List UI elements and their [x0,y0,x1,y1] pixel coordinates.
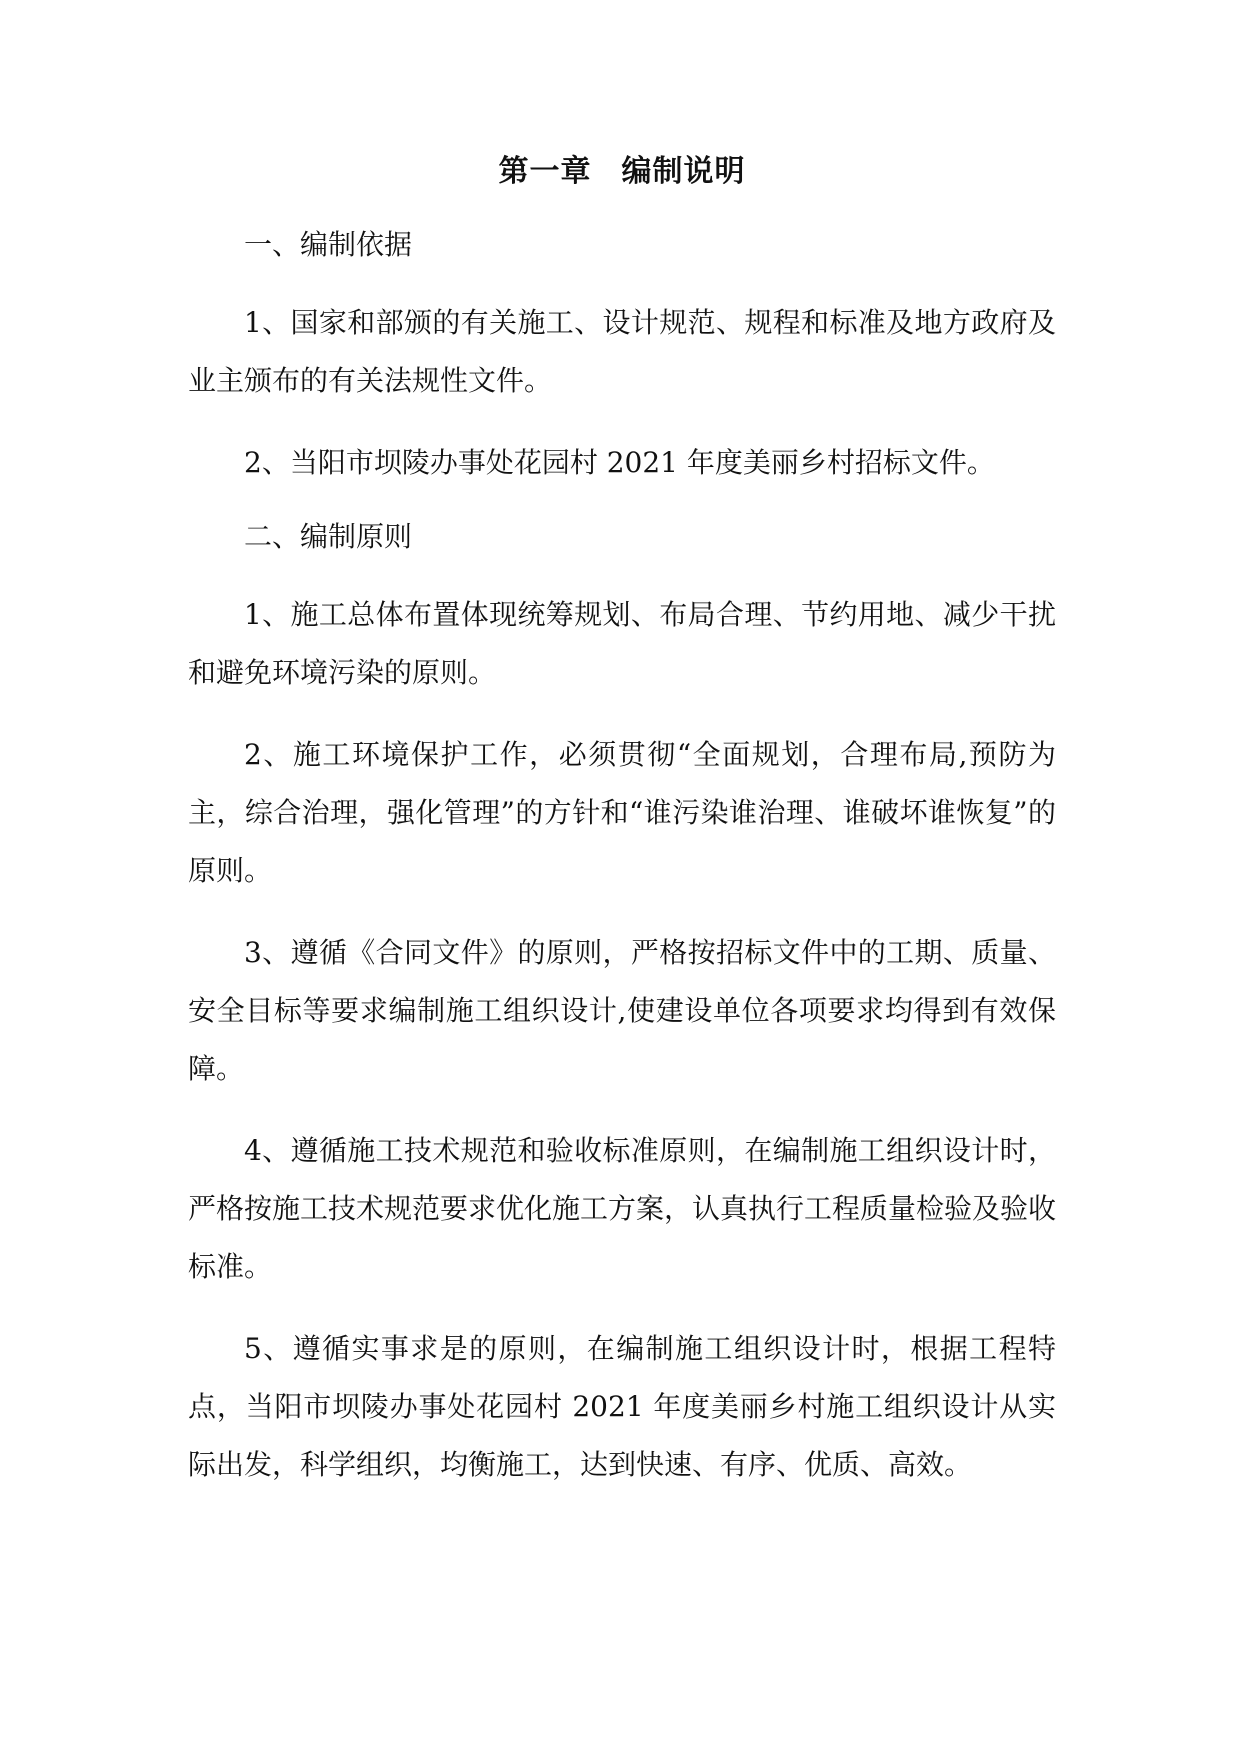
section-heading: 一、编制依据 [244,228,413,261]
paragraph: 3、遵循《合同文件》的原则，严格按招标文件中的工期、质量、安全目标等要求编制施工组织设计,使建设单位各项要求均得到有效保障。 [188,936,1056,1085]
paragraph: 2、施工环境保护工作，必须贯彻“全面规划，合理布局,预防为主，综合治理，强化管理”的方针和“谁污染谁治理、谁破坏谁恢复”的原则。 [188,738,1056,887]
paragraph: 4、遵循施工技术规范和验收标准原则，在编制施工组织设计时，严格按施工技术规范要求优化施工方案，认真执行工程质量检验及验收标准。 [188,1134,1057,1283]
paragraph: 5、遵循实事求是的原则，在编制施工组织设计时，根据工程特点，当阳市坝陵办事处花园村 2021 年度美丽乡村施工组织设计从实际出发，科学组织，均衡施工，达到快速、有序、优质、高效。 [188,1332,1056,1481]
section-principles [188,516,1056,1494]
document-body [188,148,1056,1518]
chapter-number: 第一章 [498,154,592,189]
section-heading: 二、编制原则 [244,520,413,553]
paragraph: 1、国家和部颁的有关施工、设计规范、规程和标准及地方政府及业主颁布的有关法规性文件。 [188,306,1056,397]
chapter-title [188,148,1056,196]
chapter-name: 编制说明 [621,154,746,189]
paragraph: 2、当阳市坝陵办事处花园村 2021 年度美丽乡村招标文件。 [244,446,995,479]
paragraph: 1、施工总体布置体现统筹规划、布局合理、节约用地、减少干扰和避免环境污染的原则。 [188,598,1056,689]
section-basis [188,224,1056,492]
